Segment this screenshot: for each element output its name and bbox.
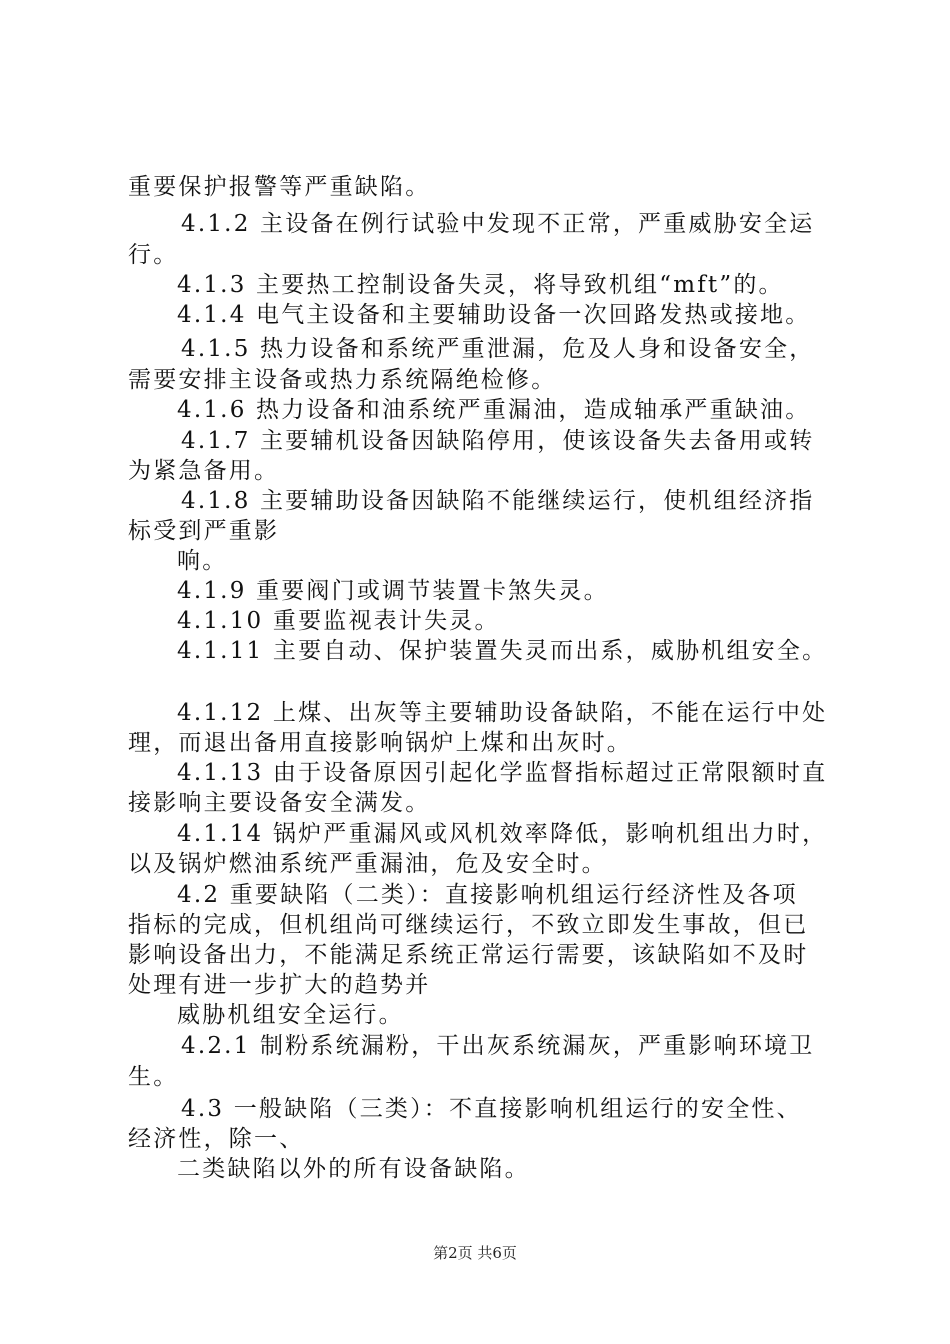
text-line: 4.2.1 制粉系统漏粉，干出灰系统漏灰，严重影响环境卫 [181,1033,815,1059]
text-line: 4.1.6 热力设备和油系统严重漏油，造成轴承严重缺油。 [177,397,811,423]
text-line: 4.1.10 重要监视表计失灵。 [177,608,500,634]
text-line: 4.1.9 重要阀门或调节装置卡煞失灵。 [177,578,609,604]
text-line: 4.1.4 电气主设备和主要辅助设备一次回路发热或接地。 [177,302,811,328]
text-line: 重要保护报警等严重缺陷。 [128,174,431,200]
text-line: 接影响主要设备安全满发。 [128,790,431,816]
text-line: 4.2 重要缺陷（二类）：直接影响机组运行经济性及各项 [177,882,798,908]
page-number-footer: 第2页 共6页 [433,1244,517,1262]
text-line: 4.1.11 主要自动、保护装置失灵而出系，威胁机组安全。 [177,638,828,664]
text-line: 威胁机组安全运行。 [177,1002,404,1028]
text-line: 4.1.5 热力设备和系统严重泄漏，危及人身和设备安全， [181,336,815,362]
text-line: 4.1.2 主设备在例行试验中发现不正常，严重威胁安全运 [181,211,815,237]
text-line: 4.1.3 主要热工控制设备失灵，将导致机组“mft”的。 [177,272,784,298]
text-line: 4.1.14 锅炉严重漏风或风机效率降低，影响机组出力时， [177,821,828,847]
text-line: 二类缺陷以外的所有设备缺陷。 [177,1156,530,1182]
text-line: 4.1.8 主要辅助设备因缺陷不能继续运行，使机组经济指 [181,488,815,514]
text-line: 生。 [128,1064,179,1090]
text-line: 经济性，除一、 [128,1126,305,1152]
text-line: 标受到严重影 [128,518,280,544]
text-line: 需要安排主设备或热力系统隔绝检修。 [128,367,557,393]
text-line: 4.1.12 上煤、出灰等主要辅助设备缺陷，不能在运行中处 [177,700,828,726]
text-line: 指标的完成，但机组尚可继续运行，不致立即发生事故，但已 [128,912,809,938]
text-line: 处理有进一步扩大的趋势并 [128,972,431,998]
text-line: 为紧急备用。 [128,458,280,484]
text-line: 4.1.13 由于设备原因引起化学监督指标超过正常限额时直 [177,760,828,786]
text-line: 4.1.7 主要辅机设备因缺陷停用，使该设备失去备用或转 [181,428,815,454]
text-line: 响。 [177,548,228,574]
text-line: 4.3 一般缺陷（三类）：不直接影响机组运行的安全性、 [181,1096,802,1122]
text-line: 影响设备出力，不能满足系统正常运行需要，该缺陷如不及时 [128,942,809,968]
text-line: 以及锅炉燃油系统严重漏油，危及安全时。 [128,851,607,877]
text-line: 行。 [128,242,179,268]
text-line: 理，而退出备用直接影响锅炉上煤和出灰时。 [128,730,632,756]
